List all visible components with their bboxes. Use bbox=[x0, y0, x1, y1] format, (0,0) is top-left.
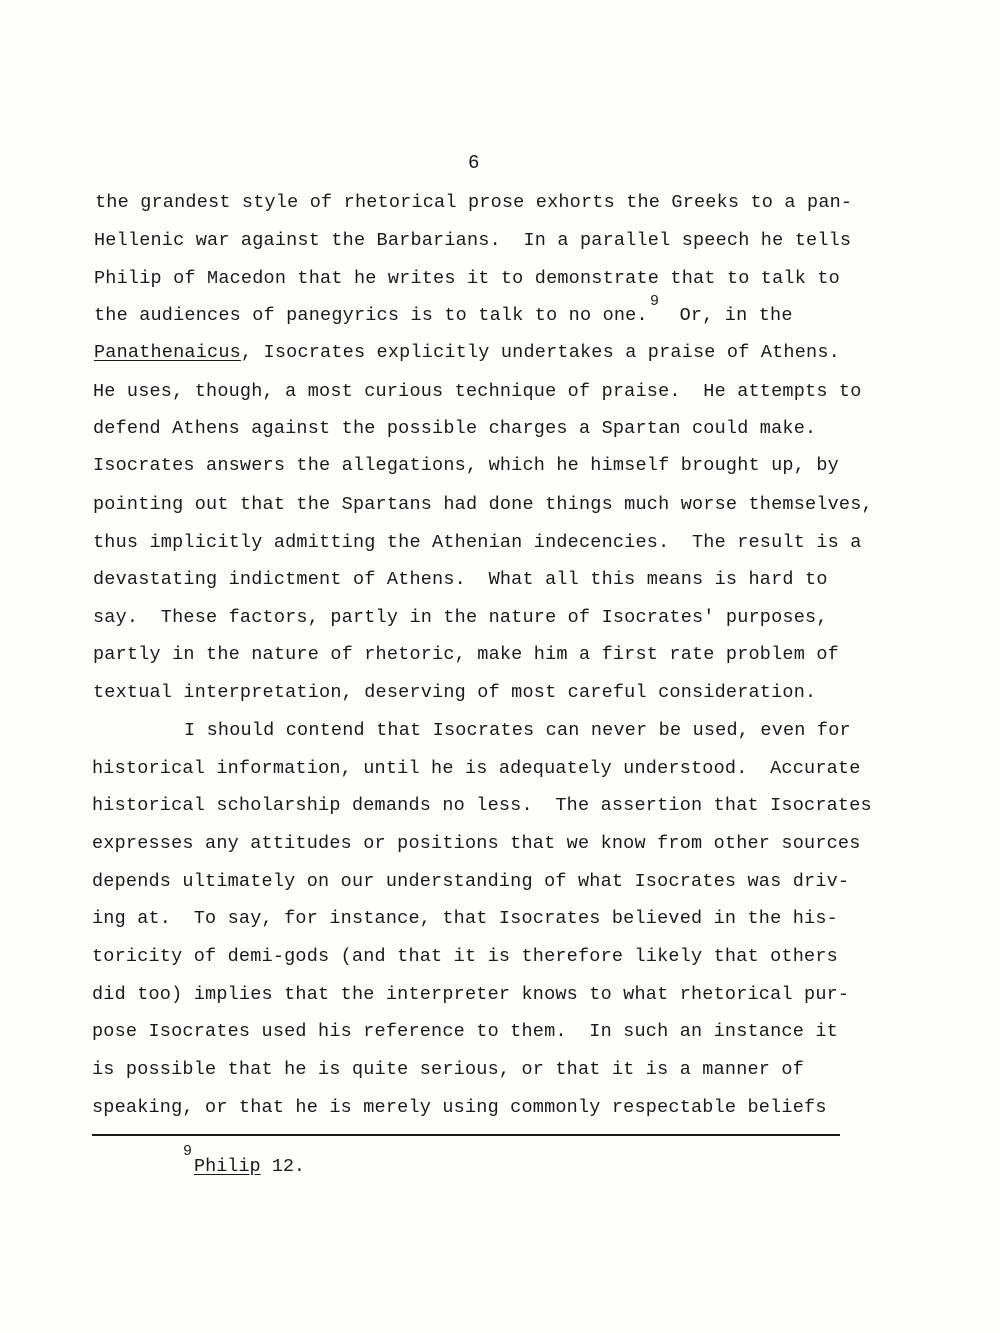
body-line-17: historical scholarship demands no less. The assertion that Isocrates bbox=[92, 795, 872, 816]
body-line-2: Hellenic war against the Barbarians. In a parallel speech he tells bbox=[94, 230, 852, 251]
body-line-10: thus implicitly admitting the Athenian indecencies. The result is a bbox=[93, 532, 862, 553]
work-title-panathenaicus: Panathenaicus bbox=[94, 342, 241, 363]
footnote-reference: 9 bbox=[650, 293, 660, 310]
footnote-text bbox=[194, 1156, 305, 1177]
body-line-7: defend Athens against the possible charges a Spartan could make. bbox=[93, 418, 817, 439]
body-line-13: partly in the nature of rhetoric, make him a first rate problem of bbox=[93, 644, 839, 665]
body-line-15: I should contend that Isocrates can never be used, even for bbox=[184, 720, 851, 741]
body-line-5 bbox=[94, 344, 840, 363]
body-line-3: Philip of Macedon that he writes it to demonstrate that to talk to bbox=[94, 268, 840, 289]
body-line-21: toricity of demi-gods (and that it is therefore likely that others bbox=[92, 946, 838, 967]
body-line-24: is possible that he is quite serious, or that it is a manner of bbox=[92, 1059, 805, 1080]
body-line-16: historical information, until he is adequately understood. Accurate bbox=[92, 758, 861, 779]
body-line-22: did too) implies that the interpreter knows to what rhetorical pur- bbox=[92, 984, 850, 1005]
body-line-5-rest: , Isocrates explicitly undertakes a praise of Athens. bbox=[240, 342, 840, 363]
body-line-18: expresses any attitudes or positions that we know from other sources bbox=[92, 833, 861, 854]
body-line-23: pose Isocrates used his reference to them. In such an instance it bbox=[92, 1021, 838, 1042]
footnote-marker: 9 bbox=[183, 1143, 193, 1160]
footnote-title: Philip bbox=[194, 1156, 261, 1177]
footnote-divider bbox=[92, 1134, 840, 1136]
body-line-14: textual interpretation, deserving of most careful consideration. bbox=[93, 682, 817, 703]
body-line-1: the grandest style of rhetorical prose exhorts the Greeks to a pan- bbox=[95, 192, 853, 213]
body-line-4a: the audiences of panegyrics is to talk to no one. bbox=[94, 305, 648, 326]
body-line-12: say. These factors, partly in the nature of Isocrates' purposes, bbox=[93, 607, 828, 628]
page-number: 6 bbox=[468, 152, 480, 174]
body-line-20: ing at. To say, for instance, that Isocrates believed in the his- bbox=[92, 908, 838, 929]
body-line-11: devastating indictment of Athens. What all this means is hard to bbox=[93, 569, 828, 590]
body-line-9: pointing out that the Spartans had done things much worse themselves, bbox=[93, 494, 873, 515]
body-line-19: depends ultimately on our understanding of what Isocrates was driv- bbox=[92, 871, 850, 892]
body-line-25: speaking, or that he is merely using commonly respectable beliefs bbox=[92, 1097, 827, 1118]
body-line-4b: Or, in the bbox=[657, 305, 793, 326]
footnote-rest: 12. bbox=[260, 1156, 306, 1177]
body-line-6: He uses, though, a most curious technique of praise. He attempts to bbox=[93, 381, 862, 402]
body-line-8: Isocrates answers the allegations, which he himself brought up, by bbox=[93, 455, 839, 476]
